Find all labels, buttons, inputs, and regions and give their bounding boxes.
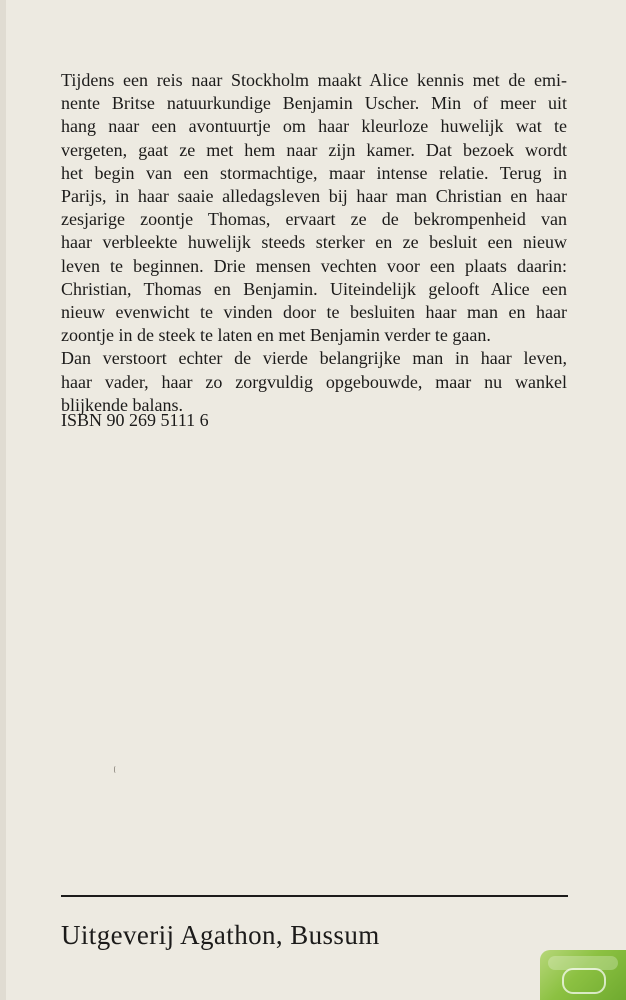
horizontal-rule xyxy=(61,895,568,897)
blurb-line: het begin van een stormachtige, maar intense relatie. Terug in xyxy=(61,162,567,183)
blurb-line: Christian, Thomas en Benjamin. Uiteindelijk gelooft Alice een xyxy=(61,278,567,299)
publisher-imprint: Uitgeverij Agathon, Bussum xyxy=(61,920,380,950)
blurb-line: Dan verstoort echter de vierde belangrijke man in haar leven, xyxy=(61,348,567,369)
blurb-line: Parijs, in haar saaie alledagsleven bij haar man Christian en haar xyxy=(61,186,567,207)
watermark-badge xyxy=(540,950,626,1000)
blurb-line: vergeten, gaat ze met hem naar zijn kamer. Dat bezoek wordt xyxy=(61,139,567,160)
watermark-logo-icon xyxy=(562,968,606,994)
blurb-line: blijkende balans. xyxy=(61,394,183,415)
blurb-text xyxy=(61,69,567,417)
blurb-line: Tijdens een reis naar Stockholm maakt Alice kennis met de emi- xyxy=(61,70,567,90)
isbn-number: ISBN 90 269 5111 6 xyxy=(61,410,209,430)
cover-edge xyxy=(0,0,6,1000)
blurb-line: nieuw evenwicht te vinden door te besluiten haar man en haar xyxy=(61,302,567,323)
blurb-line: nente Britse natuurkundige Benjamin Uscher. Min of meer uit xyxy=(61,93,567,114)
blurb-line: haar verbleekte huwelijk steeds sterker en ze besluit een nieuw xyxy=(61,232,567,253)
blurb-line: zoontje in de steek te laten en met Benjamin verder te gaan. xyxy=(61,325,491,346)
paper-speck xyxy=(114,766,118,773)
blurb-line: haar vader, haar zo zorgvuldig opgebouwde, maar nu wankel xyxy=(61,371,567,392)
blurb-line: leven te beginnen. Drie mensen vechten voor een plaats daarin: xyxy=(61,255,567,276)
blurb-line: hang naar een avontuurtje om haar kleurloze huwelijk wat te xyxy=(61,116,567,137)
blurb-line: zesjarige zoontje Thomas, ervaart ze de bekrompenheid van xyxy=(61,209,567,230)
